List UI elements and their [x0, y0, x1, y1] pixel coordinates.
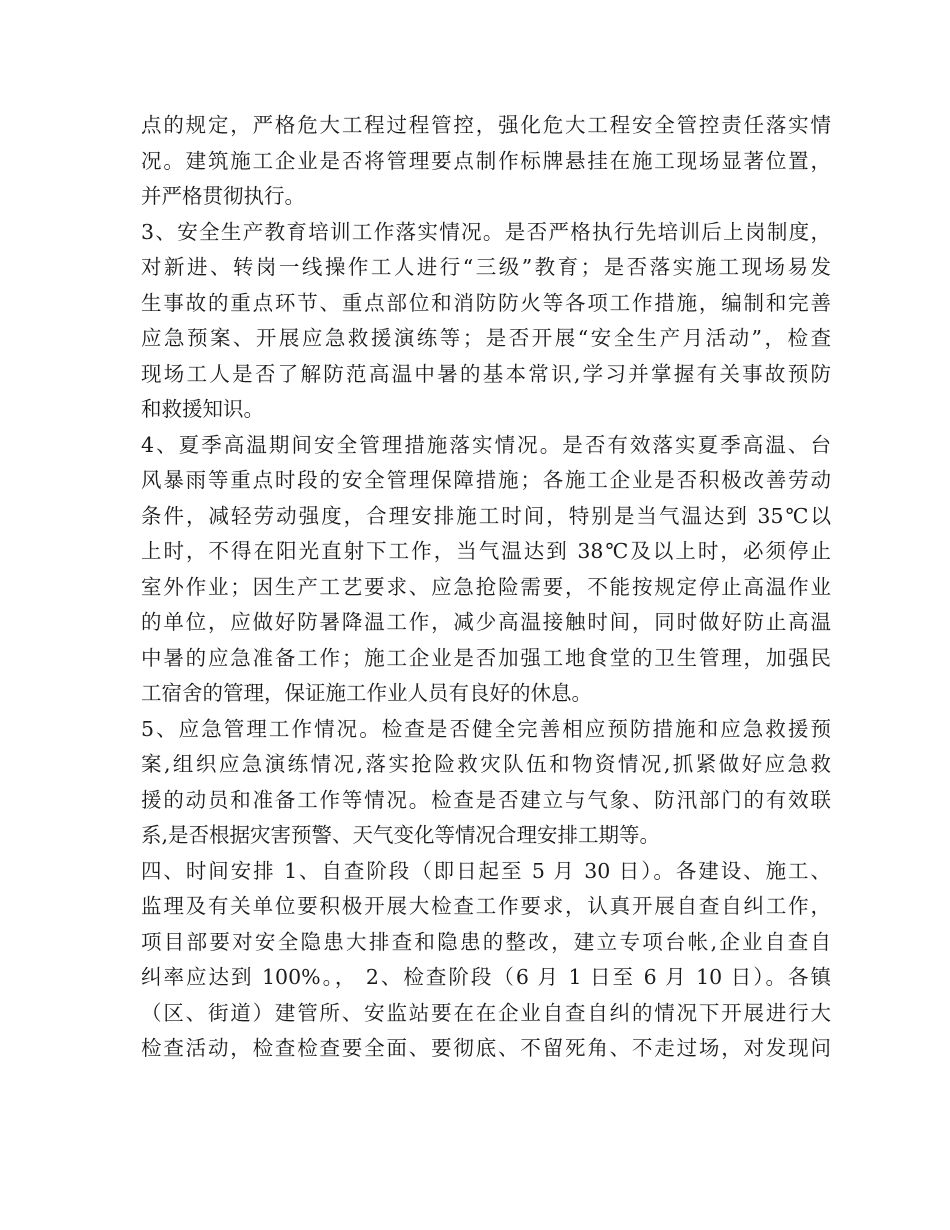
text-line: （区、街道）建管所、安监站要在在企业自查自纠的情况下开展进行大	[141, 1000, 831, 1025]
document-body	[141, 108, 831, 1067]
text-line: 室外作业；因生产工艺要求、应急抢险需要，不能按规定停止高温作业	[141, 574, 831, 599]
text-line: 和救援知识。	[141, 397, 264, 421]
text-line: 3、安全生产教育培训工作落实情况。是否严格执行先培训后上岗制度，	[141, 219, 831, 244]
text-line: 上时，不得在阳光直射下工作，当气温达到 38℃及以上时，必须停止	[141, 539, 831, 563]
text-line: 援的动员和准备工作等情况。检查是否建立与气象、防汛部门的有效联	[141, 787, 831, 812]
text-line: 应急预案、开展应急救援演练等；是否开展“安全生产月活动”，检查	[141, 326, 831, 350]
text-line: 的单位，应做好防暑降温工作，减少高温接触时间，同时做好防止高温	[141, 610, 831, 634]
text-line: 生事故的重点环节、重点部位和消防防火等各项工作措施，编制和完善	[141, 290, 831, 315]
text-line: 四、时间安排 1、自查阶段（即日起至 5 月 30 日）。各建设、施工、	[141, 858, 831, 883]
text-line: 项目部要对安全隐患大排查和隐患的整改，建立专项台帐,企业自查自	[141, 929, 831, 954]
text-line: 系,是否根据灾害预警、天气变化等情况合理安排工期等。	[141, 823, 661, 847]
text-line: 条件，减轻劳动强度，合理安排施工时间，特别是当气温达到 35℃以	[141, 503, 831, 528]
text-line: 案,组织应急演练情况,落实抢险救灾队伍和物资情况,抓紧做好应急救	[141, 752, 831, 776]
text-line: 检查活动，检查检查要全面、要彻底、不留死角、不走过场，对发现问	[141, 1036, 831, 1060]
text-line: 况。建筑施工企业是否将管理要点制作标牌悬挂在施工现场显著位置，	[141, 148, 831, 173]
text-line: 5、应急管理工作情况。检查是否健全完善相应预防措施和应急救援预	[141, 716, 831, 741]
text-line: 现场工人是否了解防范高温中暑的基本常识,学习并掌握有关事故预防	[141, 361, 831, 386]
text-line: 中暑的应急准备工作；施工企业是否加强工地食堂的卫生管理，加强民	[141, 645, 831, 670]
text-line: 工宿舍的管理，保证施工作业人员有良好的休息。	[141, 681, 592, 705]
text-line: 4、夏季高温期间安全管理措施落实情况。是否有效落实夏季高温、台	[141, 432, 831, 457]
text-line: 纠率应达到 100%。， 2、检查阶段（6 月 1 日至 6 月 10 日）。各镇	[141, 965, 831, 989]
text-line: 监理及有关单位要积极开展大检查工作要求，认真开展自查自纠工作，	[141, 894, 831, 918]
text-line: 并严格贯彻执行。	[141, 184, 305, 208]
text-line: 点的规定，严格危大工程过程管控，强化危大工程安全管控责任落实情	[141, 113, 831, 137]
text-line: 对新进、转岗一线操作工人进行“三级”教育；是否落实施工现场易发	[141, 255, 831, 279]
text-line: 风暴雨等重点时段的安全管理保障措施；各施工企业是否积极改善劳动	[141, 468, 831, 492]
